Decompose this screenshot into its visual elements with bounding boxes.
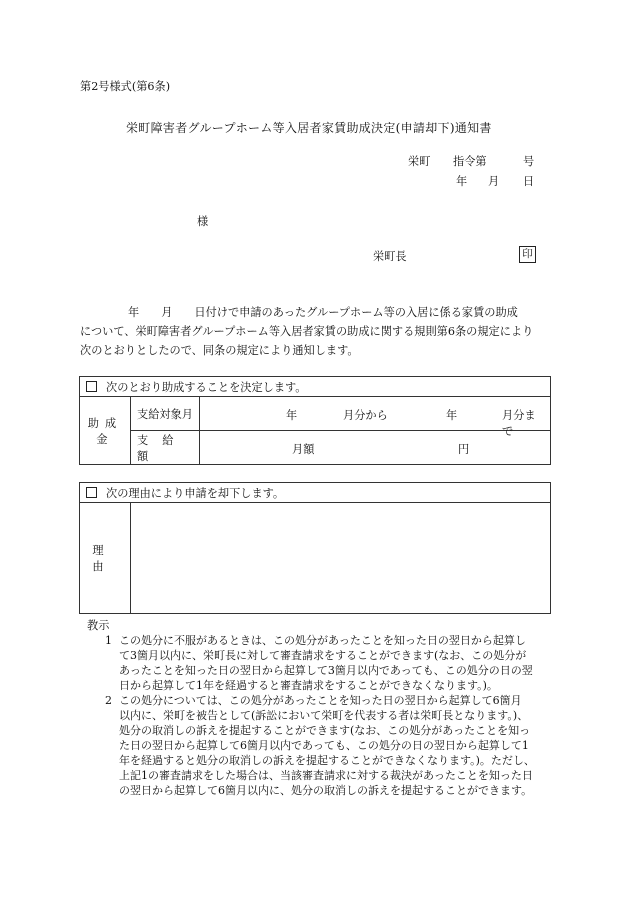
notice-item-2-line-3: 処分の取消しの訴えを提起することができます(なお、この処分があったことを知っ bbox=[119, 724, 531, 737]
body-year: 年 bbox=[128, 306, 140, 319]
form-number: 第2号様式(第6条) bbox=[80, 80, 171, 93]
notice-item-2-line-2: 以内に、栄町を被告として(訴訟において栄町を代表する者は栄町長となります。)、 bbox=[119, 709, 529, 722]
issuer-number: 号 bbox=[523, 155, 535, 168]
approve-header bbox=[80, 377, 551, 397]
body-line-2: について、栄町障害者グループホーム等入居者家賃の助成に関する規則第6条の規定により bbox=[80, 325, 534, 338]
period-cell bbox=[200, 397, 551, 438]
reject-checkbox[interactable] bbox=[86, 487, 97, 498]
body-line-1 bbox=[80, 304, 518, 320]
body-line-3: 次のとおりとしたので、同条の規定により通知します。 bbox=[80, 344, 359, 357]
reason-cell[interactable] bbox=[131, 503, 551, 614]
period-year-to: 年 bbox=[446, 408, 458, 422]
approve-checkbox[interactable] bbox=[86, 381, 97, 392]
reject-table bbox=[79, 482, 551, 614]
date-month: 月 bbox=[488, 175, 500, 188]
approve-header-text: 次のとおり助成することを決定します。 bbox=[106, 380, 307, 394]
amount-monthly: 月額 bbox=[292, 442, 315, 456]
mayor-title: 栄町長 bbox=[373, 250, 407, 263]
issuer-ref: 指令第 bbox=[453, 155, 487, 168]
addressee-suffix: 様 bbox=[197, 215, 209, 228]
body-month: 月 bbox=[161, 306, 173, 319]
date-day: 日 bbox=[523, 175, 535, 188]
body-line-1-text: 日付けで申請のあったグループホーム等の入居に係る家賃の助成 bbox=[194, 306, 518, 319]
period-month-to: 月分まで bbox=[502, 408, 536, 438]
period-year-from: 年 bbox=[286, 408, 298, 422]
amount-label: 支給額 bbox=[131, 431, 200, 465]
issuer-town: 栄町 bbox=[408, 155, 431, 168]
approve-table bbox=[79, 376, 551, 465]
document-title: 栄町障害者グループホーム等入居者家賃助成決定(申請却下)通知書 bbox=[126, 121, 492, 135]
notice-item-1-line-3: あったことを知った日の翌日から起算して3箇月以内であっても、この処分の日の翌 bbox=[119, 664, 533, 677]
period-label: 支給対象月 bbox=[131, 397, 200, 431]
seal-box: 印 bbox=[519, 246, 536, 263]
grant-row-label: 助成金 bbox=[80, 397, 131, 465]
notice-item-2-line-1: 2 この処分については、この処分があったことを知った日の翌日から起算して6箇月 bbox=[105, 694, 522, 707]
notice-item-2-line-6: 上記1の審査請求をした場合は、当該審査請求に対する裁決があったことを知った日 bbox=[119, 769, 533, 782]
notice-item-2-line-5: 年を経過すると処分の取消しの訴えを提起することができなくなります。)。ただし、 bbox=[119, 754, 535, 767]
period-month-from: 月分から bbox=[343, 408, 388, 422]
notice-item-1-line-4: 日から起算して1年を経過すると審査請求をすることができなくなります。)。 bbox=[119, 679, 498, 692]
reject-header bbox=[80, 483, 551, 503]
notice-title: 教示 bbox=[87, 619, 110, 632]
notice-item-1-line-2: て3箇月以内に、栄町長に対して審査請求をすることができます(なお、この処分が bbox=[119, 649, 527, 662]
reason-label: 理由 bbox=[80, 503, 131, 614]
notice-item-2-line-4: た日の翌日から起算して6箇月以内であっても、この処分の日の翌日から起算して1 bbox=[119, 739, 529, 752]
amount-yen: 円 bbox=[458, 442, 470, 456]
notice-item-1-line-1: 1 この処分に不服があるときは、この処分があったことを知った日の翌日から起算し bbox=[105, 634, 526, 647]
date-year: 年 bbox=[456, 175, 468, 188]
reject-header-text: 次の理由により申請を却下します。 bbox=[106, 486, 285, 500]
notice-item-2-line-7: の翌日から起算して6箇月以内に、処分の取消しの訴えを提起することができます。 bbox=[119, 784, 533, 797]
amount-cell bbox=[200, 431, 551, 465]
